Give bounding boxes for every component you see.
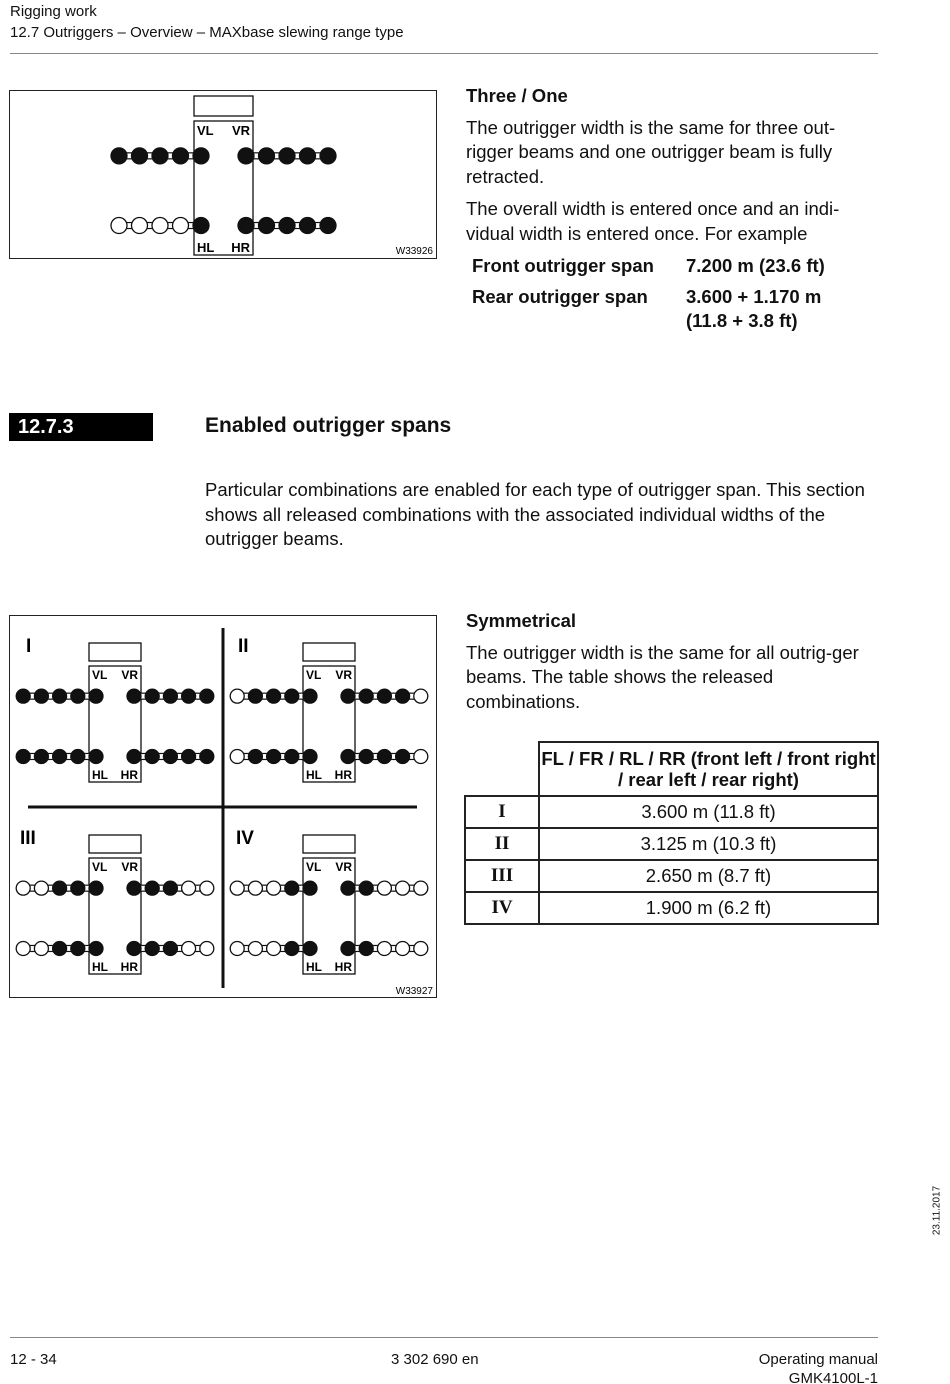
extended-segment	[300, 148, 316, 164]
extended-segment	[267, 749, 281, 763]
panel-label: III	[20, 828, 36, 849]
extended-segment	[71, 749, 85, 763]
extended-segment	[16, 689, 30, 703]
symmetrical-paragraph: The outrigger width is the same for all outrig-ger beams. The table shows the released combinations.	[466, 641, 859, 712]
extended-segment	[200, 689, 214, 703]
row-key: III	[465, 860, 539, 892]
extended-segment	[152, 148, 168, 164]
extended-segment	[377, 749, 391, 763]
extended-segment	[359, 881, 373, 895]
extended-segment	[303, 749, 317, 763]
table-header: FL / FR / RL / RR (front left / front right / rear left / rear right)	[539, 742, 878, 796]
retracted-segment	[377, 941, 391, 955]
retracted-segment	[230, 941, 244, 955]
print-date: 23.11.2017	[931, 1185, 943, 1236]
retracted-segment	[182, 941, 196, 955]
extended-segment	[111, 148, 127, 164]
extended-segment	[89, 881, 103, 895]
extended-segment	[127, 881, 141, 895]
rear-span-row	[472, 285, 881, 334]
extended-segment	[248, 749, 262, 763]
extended-segment	[377, 689, 391, 703]
label-vl: VL	[197, 123, 214, 138]
figure-symmetrical	[9, 615, 437, 998]
extended-segment	[132, 148, 148, 164]
extended-segment	[396, 689, 410, 703]
table-row	[465, 828, 878, 860]
label-hl: HL	[197, 240, 215, 255]
retracted-segment	[152, 218, 168, 234]
extended-segment	[285, 749, 299, 763]
row-key: IV	[465, 892, 539, 924]
label-vl: VL	[92, 860, 108, 874]
extended-segment	[359, 941, 373, 955]
extended-segment	[71, 941, 85, 955]
retracted-segment	[248, 881, 262, 895]
figure-id: W33927	[395, 986, 433, 997]
extended-segment	[89, 689, 103, 703]
extended-segment	[71, 689, 85, 703]
extended-segment	[182, 689, 196, 703]
label-vr: VR	[121, 668, 138, 682]
document-number: 3 302 690 en	[391, 1351, 479, 1368]
retracted-segment	[230, 749, 244, 763]
rear-span-value-ft: (11.8 + 3.8 ft)	[686, 310, 798, 331]
footer-divider	[10, 1337, 878, 1338]
extended-segment	[71, 881, 85, 895]
retracted-segment	[132, 218, 148, 234]
rear-span-label: Rear outrigger span	[472, 285, 648, 307]
retracted-segment	[414, 881, 428, 895]
row-value: 2.650 m (8.7 ft)	[539, 860, 878, 892]
figure-three-one	[9, 90, 437, 259]
manual-title: Operating manual	[758, 1351, 878, 1368]
extended-segment	[53, 749, 67, 763]
extended-segment	[34, 689, 48, 703]
header-divider	[10, 53, 878, 54]
extended-segment	[320, 218, 336, 234]
extended-segment	[145, 941, 159, 955]
row-key: I	[465, 796, 539, 828]
extended-segment	[34, 749, 48, 763]
table-header-row	[465, 742, 878, 796]
extended-segment	[396, 749, 410, 763]
three-one-title: Three / One	[466, 85, 568, 106]
extended-segment	[89, 941, 103, 955]
extended-segment	[127, 689, 141, 703]
label-hr: HR	[334, 960, 352, 974]
row-value: 3.125 m (10.3 ft)	[539, 828, 878, 860]
row-value: 1.900 m (6.2 ft)	[539, 892, 878, 924]
front-span-row	[472, 254, 881, 279]
retracted-segment	[16, 881, 30, 895]
symmetrical-title: Symmetrical	[466, 610, 577, 631]
retracted-segment	[414, 689, 428, 703]
label-vr: VR	[335, 668, 352, 682]
extended-segment	[193, 218, 209, 234]
chapter-title: Rigging work	[10, 3, 97, 20]
cab-outline	[303, 643, 355, 661]
label-hr: HR	[334, 768, 352, 782]
extended-segment	[163, 689, 177, 703]
label-hr: HR	[231, 240, 250, 255]
three-one-paragraph-1: The outrigger width is the same for three out-rigger beams and one outrigger beam is fully retracted.	[466, 116, 836, 187]
extended-segment	[303, 689, 317, 703]
retracted-segment	[414, 941, 428, 955]
panel-label: II	[238, 636, 249, 657]
cab-outline	[194, 96, 253, 116]
extended-segment	[300, 218, 316, 234]
cab-outline	[303, 835, 355, 853]
spans-table	[464, 741, 879, 925]
retracted-segment	[396, 881, 410, 895]
extended-segment	[238, 218, 254, 234]
section-number: 12.7.3	[9, 413, 153, 441]
extended-segment	[341, 941, 355, 955]
extended-segment	[359, 689, 373, 703]
table-row	[465, 892, 878, 924]
extended-segment	[127, 749, 141, 763]
label-hr: HR	[120, 768, 138, 782]
extended-segment	[163, 749, 177, 763]
row-key: II	[465, 828, 539, 860]
retracted-segment	[248, 941, 262, 955]
extended-segment	[53, 881, 67, 895]
model-name: GMK4100L-1	[788, 1370, 878, 1384]
label-hl: HL	[306, 768, 322, 782]
extended-segment	[53, 941, 67, 955]
section-intro: Particular combinations are enabled for each type of outrigger span. This section shows all released combinations with the associated individual widths of the outrigger beams.	[205, 479, 865, 549]
label-hl: HL	[92, 768, 108, 782]
table-row	[465, 796, 878, 828]
label-hl: HL	[92, 960, 108, 974]
extended-segment	[267, 689, 281, 703]
retracted-segment	[414, 749, 428, 763]
label-vl: VL	[306, 860, 322, 874]
label-vr: VR	[231, 123, 250, 138]
retracted-segment	[16, 941, 30, 955]
three-one-paragraph-2: The overall width is entered once and an indi-vidual width is entered once. For example	[466, 198, 840, 244]
chassis-outline	[89, 666, 141, 782]
extended-segment	[193, 148, 209, 164]
label-hr: HR	[120, 960, 138, 974]
retracted-segment	[34, 941, 48, 955]
cab-outline	[89, 643, 141, 661]
retracted-segment	[34, 881, 48, 895]
extended-segment	[285, 689, 299, 703]
extended-segment	[182, 749, 196, 763]
retracted-segment	[377, 881, 391, 895]
chassis-outline	[303, 858, 355, 974]
retracted-segment	[230, 689, 244, 703]
front-span-value: 7.200 m (23.6 ft)	[686, 255, 825, 276]
extended-segment	[303, 881, 317, 895]
section-title: Enabled outrigger spans	[205, 414, 452, 437]
panel-label: IV	[236, 828, 254, 849]
chassis-outline	[89, 858, 141, 974]
extended-segment	[16, 749, 30, 763]
label-vr: VR	[121, 860, 138, 874]
extended-segment	[200, 749, 214, 763]
retracted-segment	[111, 218, 127, 234]
extended-segment	[259, 218, 275, 234]
label-hl: HL	[306, 960, 322, 974]
extended-segment	[285, 881, 299, 895]
extended-segment	[279, 148, 295, 164]
label-vl: VL	[306, 668, 322, 682]
extended-segment	[279, 218, 295, 234]
extended-segment	[163, 881, 177, 895]
extended-segment	[89, 749, 103, 763]
extended-segment	[145, 689, 159, 703]
extended-segment	[173, 148, 189, 164]
extended-segment	[359, 749, 373, 763]
extended-segment	[285, 941, 299, 955]
extended-segment	[341, 689, 355, 703]
extended-segment	[127, 941, 141, 955]
extended-segment	[320, 148, 336, 164]
extended-segment	[341, 749, 355, 763]
section-breadcrumb: 12.7 Outriggers – Overview – MAXbase slewing range type	[10, 24, 404, 41]
page-number: 12 - 34	[10, 1351, 57, 1368]
extended-segment	[145, 881, 159, 895]
label-vr: VR	[335, 860, 352, 874]
extended-segment	[303, 941, 317, 955]
extended-segment	[248, 689, 262, 703]
panel-label: I	[26, 636, 32, 657]
label-vl: VL	[92, 668, 108, 682]
retracted-segment	[173, 218, 189, 234]
retracted-segment	[200, 941, 214, 955]
retracted-segment	[230, 881, 244, 895]
row-value: 3.600 m (11.8 ft)	[539, 796, 878, 828]
retracted-segment	[267, 881, 281, 895]
extended-segment	[259, 148, 275, 164]
table-row	[465, 860, 878, 892]
extended-segment	[145, 749, 159, 763]
symmetrical-diagram	[10, 616, 436, 997]
extended-segment	[341, 881, 355, 895]
rear-span-value: 3.600 + 1.170 m	[686, 285, 822, 307]
front-span-label: Front outrigger span	[472, 255, 654, 276]
three-one-text	[466, 84, 881, 340]
retracted-segment	[182, 881, 196, 895]
extended-segment	[53, 689, 67, 703]
symmetrical-text	[466, 609, 881, 722]
outrigger-diagram	[10, 91, 436, 258]
retracted-segment	[200, 881, 214, 895]
figure-id: W33926	[395, 246, 433, 257]
chassis-outline	[303, 666, 355, 782]
cab-outline	[89, 835, 141, 853]
chassis-outline	[194, 121, 253, 255]
extended-segment	[163, 941, 177, 955]
retracted-segment	[267, 941, 281, 955]
retracted-segment	[396, 941, 410, 955]
table-corner-cell	[465, 742, 539, 796]
extended-segment	[238, 148, 254, 164]
